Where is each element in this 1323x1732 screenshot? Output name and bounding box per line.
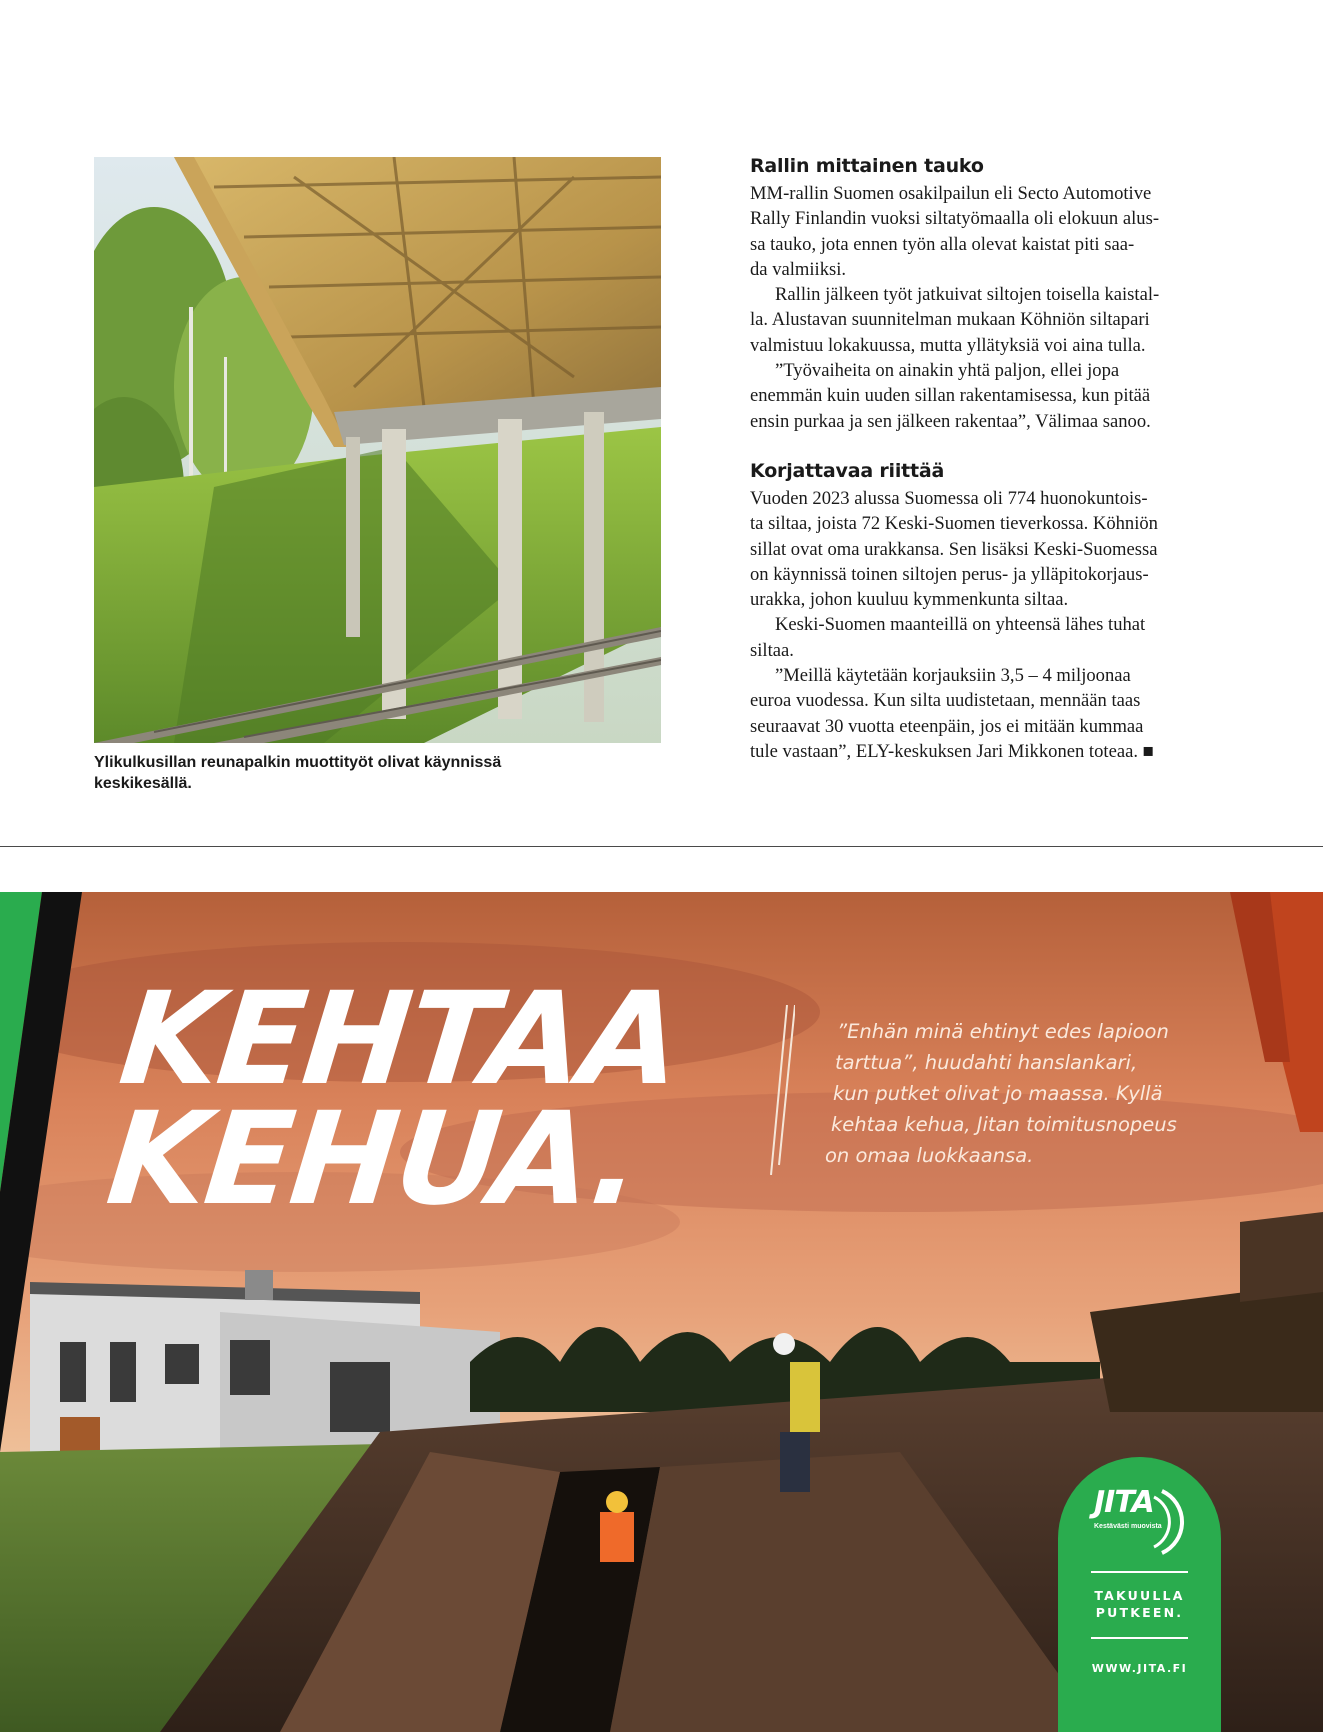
text-line: ”Meillä käytetään korjauksiin 3,5 – 4 miljoonaa — [775, 665, 1131, 687]
text-line: euroa vuodessa. Kun silta uudistetaan, mennään taas — [750, 690, 1141, 712]
text-line: ta siltaa, joista 72 Keski-Suomen tieverkossa. Köhniön — [750, 513, 1158, 535]
text-line: sa tauko, jota ennen työn alla olevat kaistat piti saa- — [750, 233, 1135, 255]
article-column — [750, 153, 1220, 764]
quote-line: ”Enhän minä ehtinyt edes lapioon — [837, 1020, 1169, 1043]
tagline-line: TAKUULLA — [1094, 1588, 1185, 1603]
paragraph — [750, 358, 1220, 434]
bridge-photo — [94, 157, 661, 743]
jita-badge — [1058, 1457, 1221, 1732]
quote-line: kehtaa kehua, Jitan toimitusnopeus — [831, 1113, 1177, 1136]
paragraph — [750, 181, 1220, 282]
caption-line: keskikesällä. — [94, 775, 192, 792]
text-line: tule vastaan”, ELY-keskuksen Jari Mikkonen toteaa. ■ — [750, 740, 1154, 762]
quote-line: tarttua”, huudahti hanslankari, — [835, 1051, 1138, 1074]
paragraph — [750, 612, 1220, 663]
text-line: valmistuu lokakuussa, mutta yllätyksiä voi aina tulla. — [750, 334, 1146, 356]
text-line: la. Alustavan suunnitelman mukaan Köhniön siltapari — [750, 309, 1150, 331]
text-line: siltaa. — [750, 639, 794, 661]
ad-headline — [100, 965, 687, 1234]
page-divider — [0, 846, 1323, 847]
badge-divider — [1091, 1637, 1188, 1639]
tagline-line: PUTKEEN. — [1095, 1605, 1184, 1620]
text-line: seuraavat 30 vuotta eteenpäin, jos ei mitään kummaa — [750, 715, 1144, 737]
text-line: da valmiiksi. — [750, 258, 847, 280]
website-link[interactable]: WWW.JITA.FI — [1091, 1662, 1188, 1675]
text-line: ”Työvaiheita on ainakin yhtä paljon, ellei jopa — [775, 360, 1120, 382]
headline-line: KEHTAA — [113, 965, 687, 1114]
headline-line: KEHUA. — [100, 1085, 647, 1234]
quote-line: kun putket olivat jo maassa. Kyllä — [833, 1082, 1163, 1105]
section-heading-korjattavaa: Korjattavaa riittää — [750, 459, 945, 482]
text-line: urakka, johon kuuluu kymmenkunta siltaa. — [750, 589, 1069, 611]
text-line: enemmän kuin uuden sillan rakentamisessa, kun pitää — [750, 385, 1151, 407]
text-line: Keski-Suomen maanteillä on yhteensä lähes tuhat — [775, 614, 1146, 636]
text-line: sillat ovat oma urakkansa. Sen lisäksi Keski-Suomessa — [750, 538, 1158, 560]
paragraph — [750, 663, 1220, 764]
ad-quote — [825, 1016, 1225, 1171]
text-line: Vuoden 2023 alussa Suomessa oli 774 huonokuntois- — [750, 487, 1148, 509]
text-line: MM-rallin Suomen osakilpailun eli Secto Automotive — [750, 183, 1152, 204]
text-line: Rally Finlandin vuoksi siltatyömaalla oli elokuun alus- — [750, 208, 1160, 230]
caption-line: Ylikulkusillan reunapalkin muottityöt olivat käynnissä — [94, 754, 502, 771]
bridge-underside-image — [94, 157, 661, 743]
logo-subtitle: Kestävästi muovista — [1094, 1523, 1162, 1530]
quote-line: on omaa luokkaansa. — [825, 1144, 1034, 1167]
logo-wordmark: JITA — [1094, 1485, 1154, 1520]
paragraph — [750, 486, 1220, 612]
text-line: on käynnissä toinen siltojen perus- ja ylläpitokorjaus- — [750, 563, 1149, 585]
badge-divider — [1091, 1571, 1188, 1573]
quote-bars-icon — [765, 1005, 795, 1175]
photo-caption — [94, 752, 574, 794]
paragraph — [750, 282, 1220, 358]
text-line: ensin purkaa ja sen jälkeen rakentaa”, Välimaa sanoo. — [750, 410, 1151, 432]
section-heading-rallin: Rallin mittainen tauko — [750, 155, 984, 177]
text-line: Rallin jälkeen työt jatkuivat siltojen toisella kaistal- — [775, 284, 1160, 306]
badge-tagline — [1058, 1587, 1221, 1621]
